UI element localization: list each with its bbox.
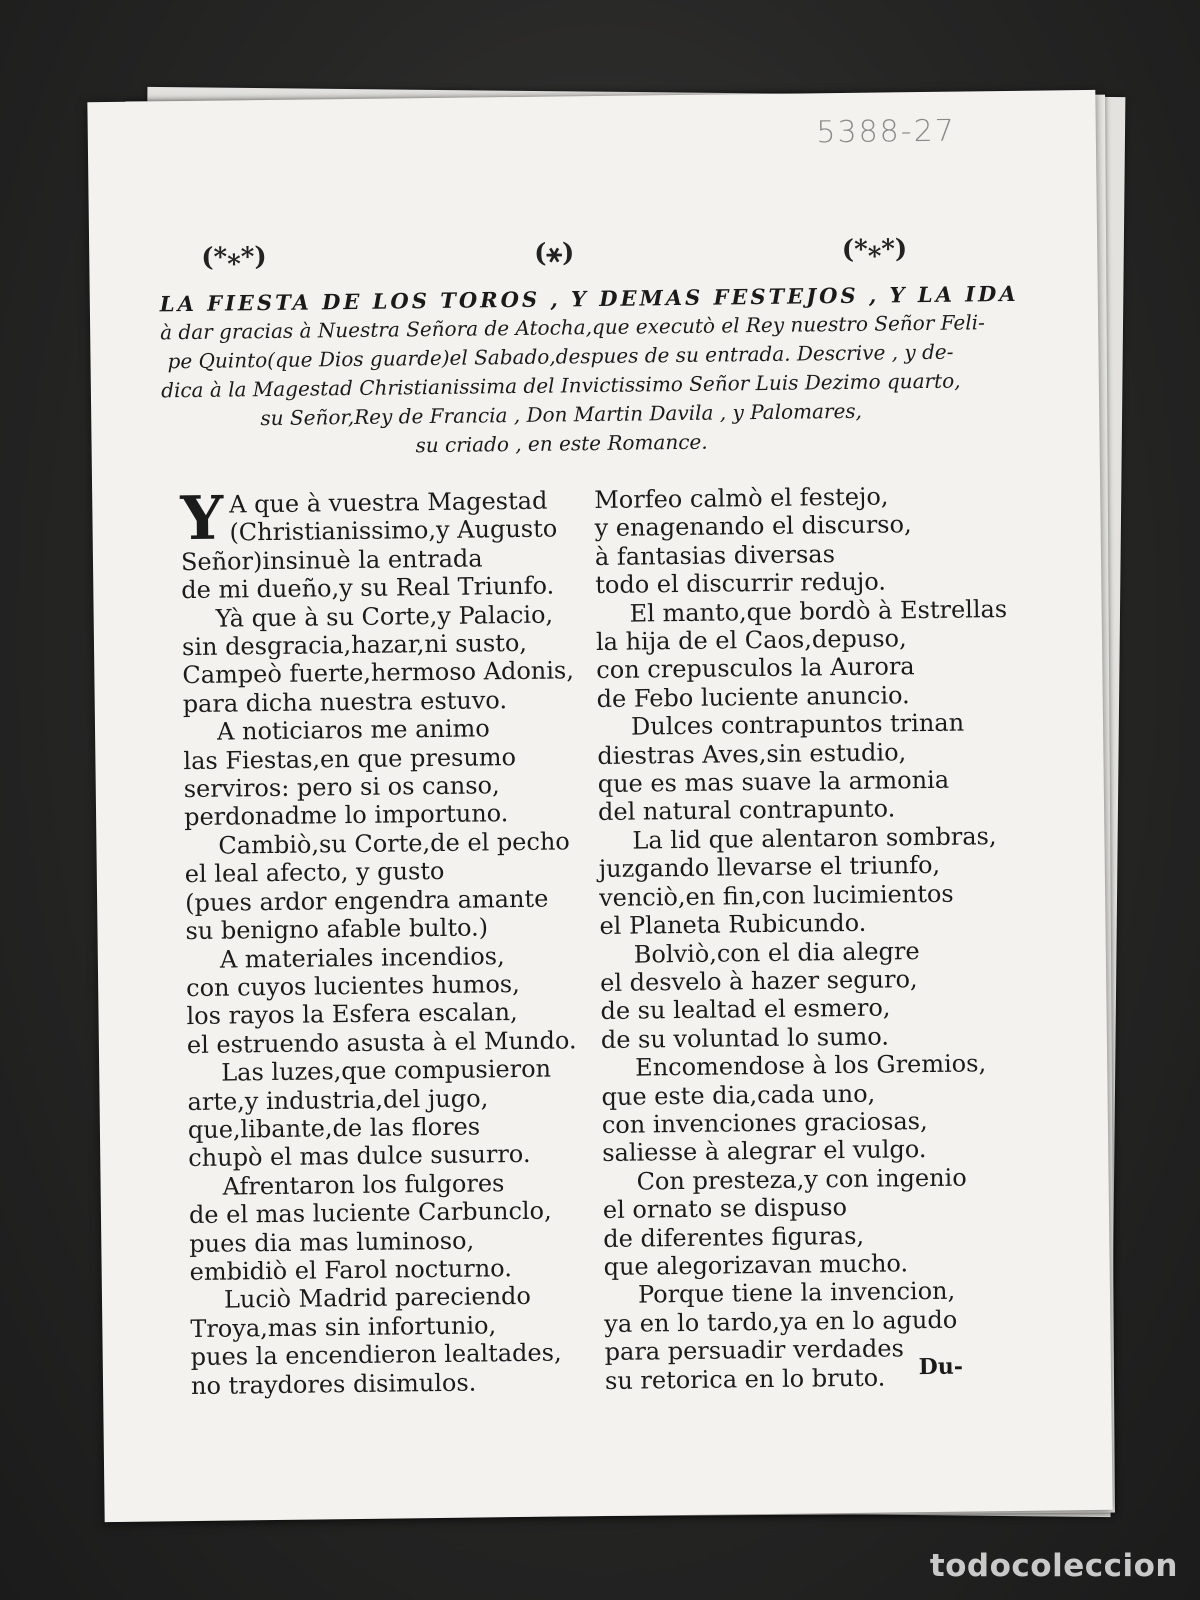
verse-line: su retorica en lo bruto. xyxy=(604,1363,886,1395)
verse-line: que este dia,cada uno, xyxy=(601,1079,876,1111)
verse-line: y enagenando el discurso, xyxy=(594,510,912,543)
verse-line: ya en lo tardo,ya en lo agudo xyxy=(604,1305,958,1338)
verse-line: serviros: pero si os canso, xyxy=(183,771,500,804)
verse-line: Morfeo calmò el festejo, xyxy=(594,482,889,515)
verse-line: Campeò fuerte,hermoso Adonis, xyxy=(182,656,575,690)
verse-line: Troya,mas sin infortunio, xyxy=(190,1311,497,1343)
verse-line: el desvelo à hazer seguro, xyxy=(599,965,918,997)
verse-line: la hija de el Caos,depuso, xyxy=(595,624,907,657)
verse-line: Bolviò,con el dia alegre xyxy=(633,936,920,969)
verse-line: de mi dueño,y su Real Triunfo. xyxy=(181,571,555,605)
verse-line: El manto,que bordò à Estrellas xyxy=(629,594,1008,628)
heading-line: dica à la Magestad Christianissima del Invictissimo Señor Luis Dezimo quarto, xyxy=(161,368,961,403)
verse-line: pues la encendieron lealtades, xyxy=(190,1338,562,1372)
verse-line: el leal afecto, y gusto xyxy=(184,857,445,889)
verse-line: Porque tiene la invencion, xyxy=(637,1277,956,1309)
verse-line: A que à vuestra Magestad xyxy=(228,486,548,519)
verse-line: Dulces contrapuntos trinan xyxy=(630,708,965,741)
heading-line: à dar gracias à Nuestra Señora de Atocha,que executò el Rey nuestro Señor Feli- xyxy=(160,310,985,345)
verse-line: que es mas suave la armonia xyxy=(597,765,950,799)
verse-line: las Fiestas,en que presumo xyxy=(183,742,517,775)
verse-line: diestras Aves,sin estudio, xyxy=(597,737,907,770)
header-ornaments xyxy=(89,232,1097,275)
right-verses xyxy=(594,481,1025,1395)
verse-line: de su voluntad lo sumo. xyxy=(600,1022,890,1054)
watermark-logo: todocoleccion xyxy=(929,1548,1178,1584)
verse-line: Señor)insinuè la entrada xyxy=(180,544,483,576)
verse-line: saliesse à alegrar el vulgo. xyxy=(602,1135,927,1168)
ornament-left: (*⁎*) xyxy=(201,242,267,273)
verse-line: que alegorizavan mucho. xyxy=(603,1249,909,1281)
verse-line: A noticiaros me animo xyxy=(216,714,490,746)
verse-line: Encomendose à los Gremios, xyxy=(635,1049,987,1082)
verse-line: Cambiò,su Corte,de el pecho xyxy=(218,827,570,860)
verse-line: con cuyos lucientes humos, xyxy=(186,969,520,1002)
verse-line: Las luzes,que compusieron xyxy=(221,1054,552,1087)
verse-line: no traydores disimulos. xyxy=(190,1368,477,1400)
heading-title-line: LA FIESTA DE LOS TOROS , Y DEMAS FESTEJOS , Y LA IDA xyxy=(159,280,1019,317)
verse-line: Yà que à su Corte,y Palacio, xyxy=(215,600,554,633)
verse-line: à fantasias diversas xyxy=(594,539,836,571)
verse-line: arte,y industria,del jugo, xyxy=(187,1083,489,1116)
verse-line: del natural contrapunto. xyxy=(597,794,896,827)
verse-line: chupò el mas dulce susurro. xyxy=(188,1140,531,1173)
verse-line: sin desgracia,hazar,ni susto, xyxy=(181,628,528,662)
verse-line: (pues ardor engendra amante xyxy=(184,884,549,917)
verse-line: pues dia mas luminoso, xyxy=(189,1226,475,1258)
verse-line: para dicha nuestra estuvo. xyxy=(182,685,508,718)
verse-line: La lid que alentaron sombras, xyxy=(632,822,997,855)
ornament-right: (*⁎*) xyxy=(841,234,908,266)
verse-line: el estruendo asusta à el Mundo. xyxy=(186,1026,577,1059)
handwritten-reference-number: 5388-27 xyxy=(816,113,956,151)
verse-line: de su lealtad el esmero, xyxy=(600,993,891,1026)
verse-line: perdonadme lo importuno. xyxy=(183,799,509,832)
verse-line: todo el discurrir redujo. xyxy=(595,567,887,600)
verse-line: de el mas luciente Carbunclo, xyxy=(188,1196,552,1230)
verse-line: Con presteza,y con ingenio xyxy=(636,1163,967,1196)
heading-line: su criado , en este Romance. xyxy=(415,429,708,458)
verse-line: el Planeta Rubicundo. xyxy=(599,908,867,941)
drop-cap: Y xyxy=(180,483,224,555)
ornament-center: (⚹) xyxy=(533,238,575,269)
verse-line: A materiales incendios, xyxy=(219,941,505,974)
catchword: Du- xyxy=(918,1353,964,1381)
document-heading xyxy=(159,280,1019,464)
verse-line: el ornato se dispuso xyxy=(602,1193,848,1225)
verse-line: los rayos la Esfera escalan, xyxy=(186,998,518,1031)
verse-line: juzgando llevarse el triunfo, xyxy=(598,851,941,884)
verse-line: de diferentes figuras, xyxy=(603,1221,865,1253)
document-page xyxy=(87,90,1112,1522)
verse-line: Luciò Madrid pareciendo xyxy=(223,1282,532,1315)
verse-line: con invenciones graciosas, xyxy=(601,1106,928,1139)
poem-right-column xyxy=(594,481,1025,1395)
verse-line: venciò,en fin,con lucimientos xyxy=(598,879,954,912)
poem-left-column xyxy=(180,483,611,1400)
verse-line: con crepusculos la Aurora xyxy=(596,652,915,685)
verse-line: para persuadir verdades xyxy=(604,1334,904,1367)
verse-line: Afrentaron los fulgores xyxy=(222,1168,505,1201)
verse-line: de Febo luciente anuncio. xyxy=(596,681,910,713)
verse-line: su benigno afable bulto.) xyxy=(185,913,489,946)
left-verses xyxy=(180,483,611,1400)
verse-line: embidiò el Farol nocturno. xyxy=(189,1254,513,1287)
verse-line: (Christianissimo,y Augusto xyxy=(229,514,558,547)
verse-line: que,libante,de las flores xyxy=(187,1112,481,1144)
heading-line: pe Quinto(que Dios guarde)el Sabado,despues de su entrada. Descrive , y de- xyxy=(167,339,954,374)
heading-line: su Señor,Rey de Francia , Don Martin Davila , y Palomares, xyxy=(260,398,863,431)
